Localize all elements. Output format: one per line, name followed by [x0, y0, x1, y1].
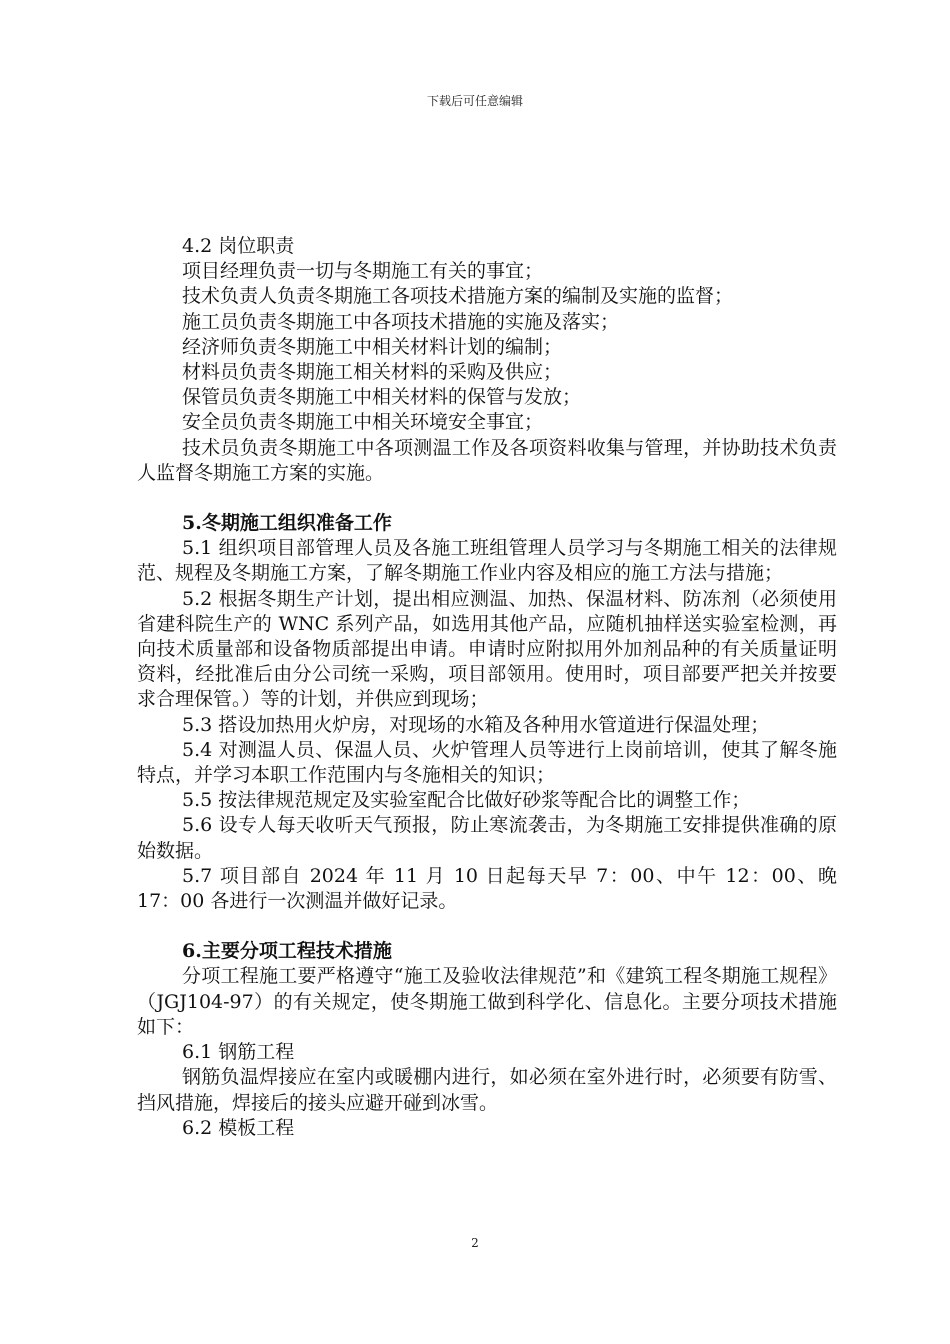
page-header: 下载后可任意编辑 [426, 94, 523, 108]
section-6-intro: 分项工程施工要严格遵守“施工及验收法律规范”和《建筑工程冬期施工规程》（JGJ104-97）的有关规定，使冬期施工做到科学化、信息化。主要分项技术措施如下： [137, 965, 837, 1038]
spacer [137, 914, 837, 939]
spacer [137, 486, 837, 511]
prep-item: 5.5 按法律规范规定及实验室配合比做好砂浆等配合比的调整工作； [182, 789, 751, 812]
section-4-2-subtitle: 4.2 岗位职责 [182, 235, 295, 257]
duty-item: 项目经理负责一切与冬期施工有关的事宜； [182, 260, 544, 283]
section-6-1-text: 钢筋负温焊接应在室内或暖棚内进行，如必须在室外进行时，必须要有防雪、挡风措施，焊接后的接头应避开碰到冰雪。 [137, 1066, 837, 1114]
document-body [137, 234, 837, 1141]
prep-item: 5.6 设专人每天收听天气预报，防止寒流袭击，为冬期施工安排提供准确的原始数据。 [137, 814, 837, 862]
duty-item: 经济师负责冬期施工中相关材料计划的编制； [182, 335, 563, 358]
duty-item: 技术负责人负责冬期施工各项技术措施方案的编制及实施的监督； [182, 285, 734, 308]
duty-item: 安全员负责冬期施工中相关环境安全事宜； [182, 411, 544, 434]
duty-item: 保管员负责冬期施工中相关材料的保管与发放； [182, 386, 582, 409]
duty-item: 材料员负责冬期施工相关材料的采购及供应； [182, 361, 563, 384]
prep-item: 5.2 根据冬期生产计划，提出相应测温、加热、保温材料、防冻剂（必须使用省建科院生产的 WNC 系列产品，如选用其他产品，应随机抽样送实验室检测，再向技术质量部和设备物质部提出申请。申请时应附拟用外加剂品种的有关质量证明资料，经批准后由分公司统一采购，项目部领用。使用时，项目部要严把关并按要求合理保管。）等的计划，并供应到现场； [137, 587, 837, 711]
prep-item: 5.1 组织项目部管理人员及各施工班组管理人员学习与冬期施工相关的法律规范、规程及冬期施工方案，了解冬期施工作业内容及相应的施工方法与措施； [137, 537, 837, 585]
duty-item: 技术员负责冬期施工中各项测温工作及各项资料收集与管理，并协助技术负责人监督冬期施工方案的实施。 [137, 436, 837, 484]
section-6-2-title: 6.2 模板工程 [182, 1116, 295, 1139]
duty-item: 施工员负责冬期施工中各项技术措施的实施及落实； [182, 310, 620, 333]
prep-item: 5.3 搭设加热用火炉房，对现场的水箱及各种用水管道进行保温处理； [182, 713, 770, 736]
page-number: 2 [471, 1236, 479, 1250]
section-6-title: 6.主要分项工程技术措施 [182, 940, 392, 963]
section-5-title: 5.冬期施工组织准备工作 [182, 512, 392, 535]
section-6-1-title: 6.1 钢筋工程 [182, 1041, 295, 1064]
prep-item: 5.4 对测温人员、保温人员、火炉管理人员等进行上岗前培训，使其了解冬施特点，并学习本职工作范围内与冬施相关的知识； [137, 738, 837, 787]
prep-item: 5.7 项目部自 2024 年 11 月 10 日起每天早 7：00、中午 12：00、晚 17：00 各进行一次测温并做好记录。 [137, 864, 837, 913]
